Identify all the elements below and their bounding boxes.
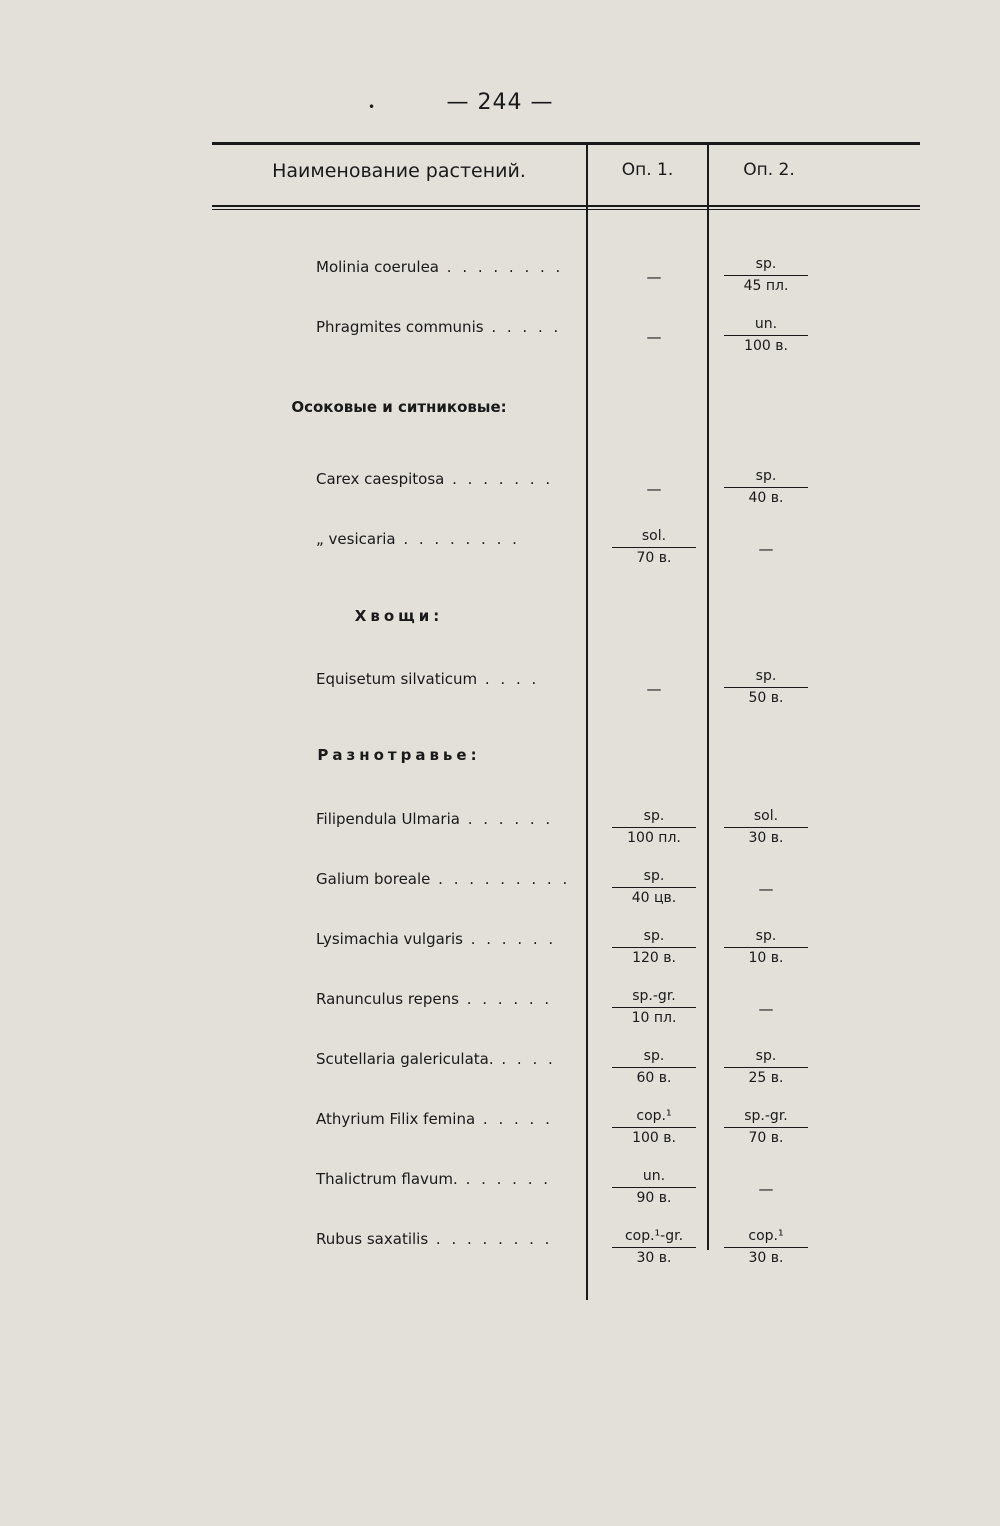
fraction-line — [612, 947, 696, 948]
fraction-line — [612, 1187, 696, 1188]
section-heading-horsetails: Хвощи: — [354, 607, 444, 625]
table-header-rule-secondary — [212, 209, 920, 210]
empty-dash: — — [646, 328, 662, 346]
plant-name-text: Carex caespitosa — [316, 470, 445, 488]
fraction-line — [724, 275, 808, 276]
table-row — [0, 970, 1000, 1030]
leader-dots: . . . . — [477, 670, 540, 688]
empty-dash: — — [646, 480, 662, 498]
fraction-line — [724, 1247, 808, 1248]
leader-dots: . . . . . . . . — [428, 1230, 553, 1248]
leader-dots: . . . . . . — [457, 1170, 552, 1188]
abundance-value: sp. — [755, 468, 777, 484]
height-value: 40 цв. — [631, 890, 677, 906]
plant-name — [316, 870, 582, 888]
empty-dash: — — [758, 1180, 774, 1198]
table-row — [0, 510, 1000, 570]
fraction-line — [724, 827, 808, 828]
plant-name — [316, 1170, 582, 1188]
table-top-rule — [212, 142, 920, 145]
height-value: 120 в. — [632, 950, 676, 966]
plant-name-text: Ranunculus repens — [316, 990, 459, 1008]
leader-dots: . . . . . . — [458, 990, 553, 1008]
height-value: 100 в. — [632, 1130, 676, 1146]
header-plant-name: Наименование растений. — [272, 160, 526, 182]
margin-dot: • — [368, 100, 376, 114]
table-row — [0, 1090, 1000, 1150]
abundance-value: sp.-gr. — [744, 1108, 788, 1124]
leader-dots: . . . . . — [483, 318, 562, 336]
abundance-value: cop.¹ — [636, 1108, 672, 1124]
plant-name — [316, 530, 582, 548]
plant-name-text: Galium boreale — [316, 870, 431, 888]
table-row — [0, 790, 1000, 850]
plant-name-text: Rubus saxatilis — [316, 1230, 429, 1248]
plant-name-text: Phragmites communis — [316, 318, 484, 336]
fraction-line — [612, 1247, 696, 1248]
plant-name-text: „ vesicaria — [316, 530, 396, 548]
table-row — [0, 238, 1000, 298]
empty-dash: — — [646, 268, 662, 286]
page-number: — 244 — — [446, 90, 554, 115]
height-value: 30 в. — [748, 830, 784, 846]
fraction-line — [724, 687, 808, 688]
plant-name — [316, 258, 582, 276]
abundance-value: sp. — [643, 808, 665, 824]
plant-name-text: Filipendula Ulmaria — [316, 810, 460, 828]
plant-name-text: Equisetum silvaticum — [316, 670, 478, 688]
leader-dots: . . . . . . — [462, 930, 557, 948]
plant-name — [316, 1230, 582, 1248]
fraction-line — [724, 487, 808, 488]
table-row — [0, 650, 1000, 710]
plant-name-text: Scutellaria galericulata. — [316, 1050, 494, 1068]
height-value: 90 в. — [636, 1190, 672, 1206]
leader-dots: . . . . — [493, 1050, 556, 1068]
plant-name — [316, 1050, 582, 1068]
fraction-line — [612, 1127, 696, 1128]
height-value: 100 в. — [744, 338, 788, 354]
height-value: 50 в. — [748, 690, 784, 706]
leader-dots: . . . . . . . . — [439, 258, 564, 276]
abundance-value: un. — [754, 316, 778, 332]
empty-dash: — — [758, 880, 774, 898]
section-heading-sedges: Осоковые и ситниковые: — [291, 398, 507, 416]
table-row — [0, 850, 1000, 910]
abundance-value: un. — [642, 1168, 666, 1184]
height-value: 30 в. — [636, 1250, 672, 1266]
height-value: 70 в. — [748, 1130, 784, 1146]
table-header-rule — [212, 205, 920, 207]
abundance-value: sp. — [755, 1048, 777, 1064]
abundance-value: sp. — [643, 928, 665, 944]
abundance-value: sp. — [643, 1048, 665, 1064]
plant-name — [316, 1110, 582, 1128]
plant-name — [316, 990, 582, 1008]
abundance-value: sp.-gr. — [632, 988, 676, 1004]
header-op2: Оп. 2. — [743, 160, 795, 180]
height-value: 45 пл. — [743, 278, 789, 294]
empty-dash: — — [758, 540, 774, 558]
leader-dots: . . . . . . — [459, 810, 554, 828]
fraction-line — [724, 1127, 808, 1128]
abundance-value: cop.¹-gr. — [624, 1228, 684, 1244]
header-op1: Оп. 1. — [621, 160, 674, 180]
abundance-value: sp. — [755, 256, 777, 272]
leader-dots: . . . . . . . — [444, 470, 554, 488]
plant-name — [316, 930, 582, 948]
plant-name-text: Lysimachia vulgaris — [316, 930, 463, 948]
fraction-line — [724, 1067, 808, 1068]
fraction-line — [612, 1067, 696, 1068]
height-value: 70 в. — [636, 550, 672, 566]
abundance-value: sp. — [643, 868, 665, 884]
abundance-value: cop.¹ — [748, 1228, 784, 1244]
height-value: 10 в. — [748, 950, 784, 966]
plant-name — [316, 318, 582, 336]
empty-dash: — — [646, 680, 662, 698]
plant-name — [316, 670, 582, 688]
table-row — [0, 1210, 1000, 1270]
abundance-value: sol. — [641, 528, 667, 544]
height-value: 40 в. — [748, 490, 784, 506]
abundance-value: sp. — [755, 928, 777, 944]
abundance-value: sol. — [753, 808, 779, 824]
fraction-line — [724, 947, 808, 948]
leader-dots: . . . . . . . . — [395, 530, 520, 548]
plant-name — [316, 810, 582, 828]
section-heading-forbs: Разнотравье: — [317, 746, 481, 764]
plant-name-text: Athyrium Filix femina — [316, 1110, 476, 1128]
table-row — [0, 298, 1000, 358]
height-value: 100 пл. — [627, 830, 681, 846]
fraction-line — [612, 547, 696, 548]
height-value: 10 пл. — [631, 1010, 677, 1026]
empty-dash: — — [758, 1000, 774, 1018]
fraction-line — [612, 887, 696, 888]
height-value: 60 в. — [636, 1070, 672, 1086]
table-row — [0, 910, 1000, 970]
fraction-line — [612, 827, 696, 828]
fraction-line — [724, 335, 808, 336]
leader-dots: . . . . . — [475, 1110, 553, 1128]
height-value: 30 в. — [748, 1250, 784, 1266]
plant-name — [316, 470, 582, 488]
abundance-value: sp. — [755, 668, 777, 684]
leader-dots: . . . . . . . . . — [430, 870, 571, 888]
table-row — [0, 1030, 1000, 1090]
plant-name-text: Molinia coerulea — [316, 258, 440, 276]
table-row — [0, 450, 1000, 510]
height-value: 25 в. — [748, 1070, 784, 1086]
plant-name-text: Thalictrum flavum. — [316, 1170, 458, 1188]
fraction-line — [612, 1007, 696, 1008]
table-row — [0, 1150, 1000, 1210]
